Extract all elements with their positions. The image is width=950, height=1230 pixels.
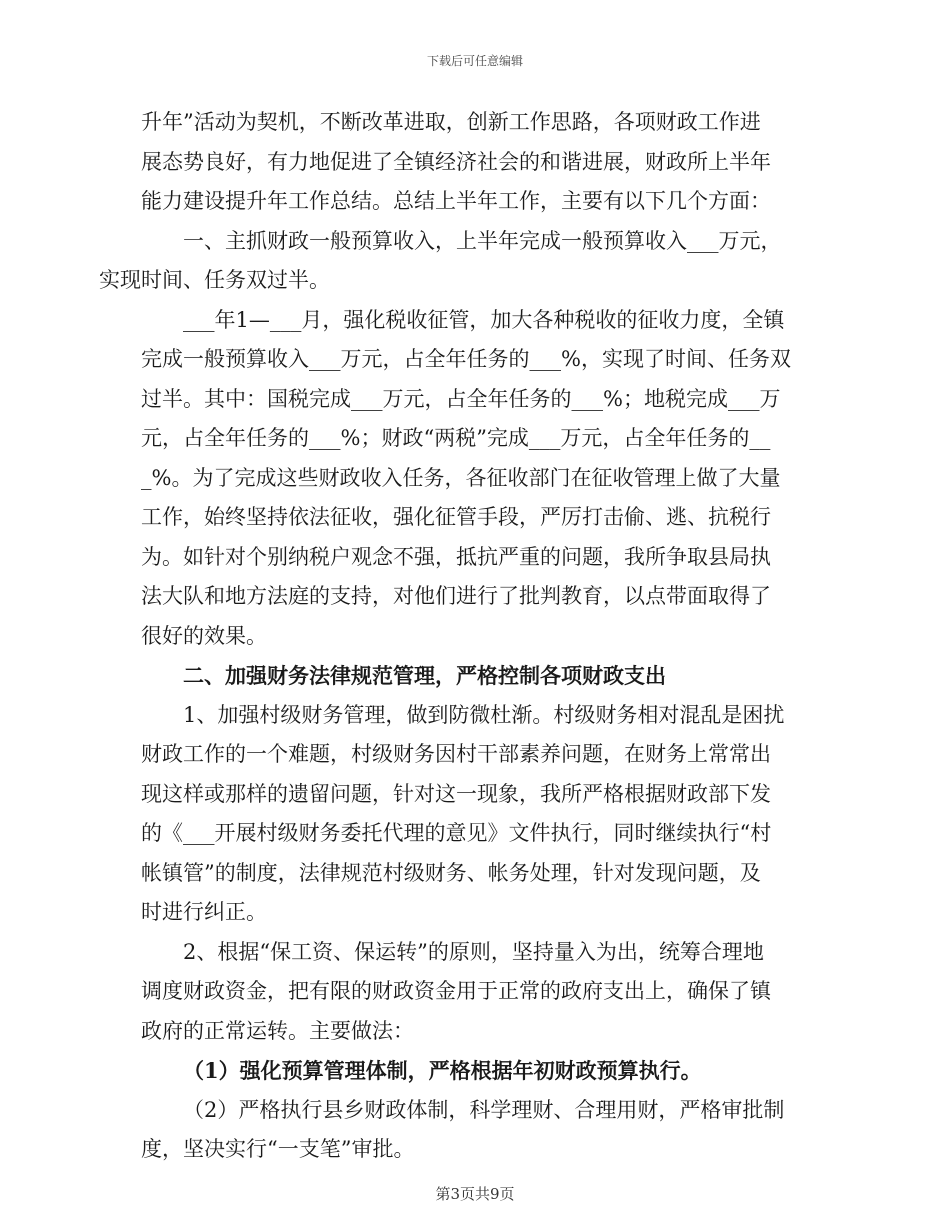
section-heading-1 xyxy=(99,222,813,301)
text-line: 展态势良好，有力地促进了全镇经济社会的和谐进展，财政所上半年 xyxy=(141,149,771,174)
text-line: 度，坚决实行“一支笔”审批。 xyxy=(141,1137,415,1161)
list-item-2 xyxy=(141,1091,813,1170)
text-line: 升年”活动为契机，不断改革进取，创新工作思路，各项财政工作进 xyxy=(141,110,761,134)
text-line: 财政工作的一个难题，村级财务因村干部素养问题，在财务上常常出 xyxy=(141,742,771,766)
paragraph-intro xyxy=(141,103,813,222)
text-line: （2）严格执行县乡财政体制，科学理财、合理用财，严格审批制 xyxy=(183,1097,785,1122)
text-line: 元，占全年任务的___%；财政“两税”完成___万元，占全年任务的__ xyxy=(141,426,771,450)
page-header: 下载后可任意编辑 xyxy=(426,54,523,68)
text-line: 二、加强财务法律规范管理，严格控制各项财政支出 xyxy=(183,663,666,688)
text-line: 过半。其中：国税完成___万元，占全年任务的___%；地税完成___万 xyxy=(141,386,781,411)
text-line: 为。如针对个别纳税户观念不强，抵抗严重的问题，我所争取县局执 xyxy=(141,544,771,569)
text-line: 1、加强村级财务管理，做到防微杜渐。村级财务相对混乱是困扰 xyxy=(183,702,785,727)
text-line: 法大队和地方法庭的支持，对他们进行了批判教育，以点带面取得了 xyxy=(141,584,771,608)
text-line: （1）强化预算管理体制，严格根据年初财政预算执行。 xyxy=(183,1058,702,1083)
text-line: 能力建设提升年工作总结。总结上半年工作，主要有以下几个方面： xyxy=(141,189,771,213)
text-line: 工作，始终坚持依法征收，强化征管手段，严厉打击偷、逃、抗税行 xyxy=(141,505,771,529)
text-line: 很好的效果。 xyxy=(141,623,267,648)
page-number: 第3页共9页 xyxy=(435,1185,515,1203)
text-line: 帐镇管”的制度，法律规范村级财务、帐务处理，针对发现问题，及 xyxy=(141,860,761,885)
text-line: _%。为了完成这些财政收入任务，各征收部门在征收管理上做了大量 xyxy=(141,465,781,490)
text-line: 2、根据“保工资、保运转”的原则，坚持量入为出，统筹合理地 xyxy=(183,939,764,964)
text-line: 时进行纠正。 xyxy=(141,900,267,924)
text-line: ___年1—___月，强化税收征管，加大各种税收的征收力度，全镇 xyxy=(183,307,785,332)
text-line: 的《___开展村级财务委托代理的意见》文件执行，同时继续执行“村 xyxy=(141,821,772,845)
text-line: 一、主抓财政一般预算收入，上半年完成一般预算收入___万元， xyxy=(183,228,782,253)
text-line: 完成一般预算收入___万元，占全年任务的___%，实现了时间、任务双 xyxy=(141,347,791,371)
list-item-1 xyxy=(141,1051,813,1091)
text-line: 现这样或那样的遗留问题，针对这一现象，我所严格根据财政部下发 xyxy=(141,781,771,806)
text-line: 政府的正常运转。主要做法： xyxy=(141,1018,414,1043)
document-body xyxy=(99,103,813,1170)
text-line: 调度财政资金，把有限的财政资金用于正常的政府支出上，确保了镇 xyxy=(141,979,771,1003)
text-line: 实现时间、任务双过半。 xyxy=(99,268,330,292)
paragraph-village-finance xyxy=(141,696,813,933)
paragraph-revenue xyxy=(141,301,813,657)
paragraph-funds-allocation xyxy=(141,933,813,1052)
section-heading-2 xyxy=(141,656,813,696)
